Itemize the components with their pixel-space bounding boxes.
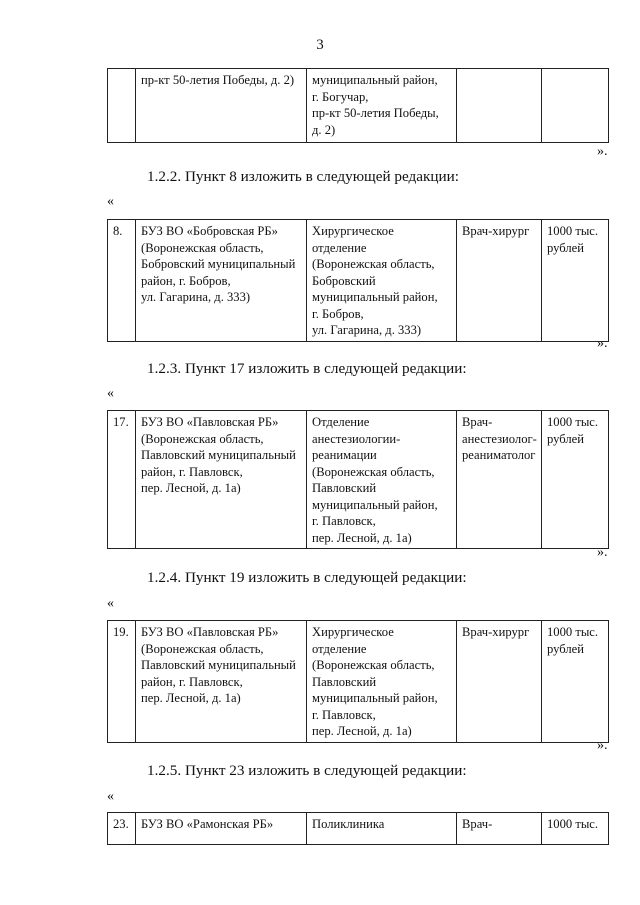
organization-cell: пр-кт 50-летия Победы, д. 2): [136, 69, 307, 143]
closing-quote: ».: [597, 144, 608, 159]
department-cell: муниципальный район, г. Богучар, пр-кт 50-летия Победы, д. 2): [307, 69, 457, 143]
amendment-table: [107, 410, 609, 549]
organization-cell: БУЗ ВО «Павловская РБ» (Воронежская область, Павловский муниципальный район, г. Павловск, пер. Лесной, д. 1а): [136, 411, 307, 549]
amount-cell: [542, 69, 609, 143]
department-cell: Поликлиника: [307, 813, 457, 845]
amendment-table: [107, 812, 609, 845]
section-heading: 1.2.3. Пункт 17 изложить в следующей редакции:: [147, 360, 467, 377]
department-cell: Хирургическое отделение (Воронежская область, Бобровский муниципальный район, г. Бобров, ул. Гагарина, д. 333): [307, 220, 457, 342]
continuation-table: [107, 68, 609, 143]
page-number: 3: [316, 37, 324, 53]
table-row: [108, 813, 609, 845]
amendment-table: [107, 620, 609, 743]
organization-cell: БУЗ ВО «Рамонская РБ»: [136, 813, 307, 845]
table-row: [108, 411, 609, 549]
closing-quote: ».: [597, 336, 608, 351]
organization-cell: БУЗ ВО «Бобровская РБ» (Воронежская область, Бобровский муниципальный район, г. Бобров, ул. Гагарина, д. 333): [136, 220, 307, 342]
table-row: [108, 220, 609, 342]
position-cell: Врач-хирург: [457, 621, 542, 743]
department-cell: Хирургическое отделение (Воронежская область, Павловский муниципальный район, г. Павловск, пер. Лесной, д. 1а): [307, 621, 457, 743]
amount-cell: 1000 тыс.: [542, 813, 609, 845]
section-heading: 1.2.5. Пункт 23 изложить в следующей редакции:: [147, 762, 467, 779]
department-cell: Отделение анестезиологии- реанимации (Воронежская область, Павловский муниципальный район, г. Павловск, пер. Лесной, д. 1а): [307, 411, 457, 549]
section-heading: 1.2.2. Пункт 8 изложить в следующей редакции:: [147, 168, 460, 185]
position-cell: Врач-хирург: [457, 220, 542, 342]
row-number-cell: [108, 69, 136, 143]
amount-cell: 1000 тыс. рублей: [542, 220, 609, 342]
amount-cell: 1000 тыс. рублей: [542, 621, 609, 743]
amendment-table: [107, 219, 609, 342]
row-number-cell: 17.: [108, 411, 136, 549]
opening-quote: «: [107, 789, 114, 804]
row-number-cell: 19.: [108, 621, 136, 743]
section-heading: 1.2.4. Пункт 19 изложить в следующей редакции:: [147, 569, 467, 586]
organization-cell: БУЗ ВО «Павловская РБ» (Воронежская область, Павловский муниципальный район, г. Павловск, пер. Лесной, д. 1а): [136, 621, 307, 743]
position-cell: Врач-: [457, 813, 542, 845]
closing-quote: ».: [597, 738, 608, 753]
table-row: [108, 69, 609, 143]
table-row: [108, 621, 609, 743]
row-number-cell: 23.: [108, 813, 136, 845]
closing-quote: ».: [597, 545, 608, 560]
position-cell: [457, 69, 542, 143]
opening-quote: «: [107, 386, 114, 401]
opening-quote: «: [107, 194, 114, 209]
amount-cell: 1000 тыс. рублей: [542, 411, 609, 549]
row-number-cell: 8.: [108, 220, 136, 342]
opening-quote: «: [107, 596, 114, 611]
position-cell: Врач- анестезиолог- реаниматолог: [457, 411, 542, 549]
